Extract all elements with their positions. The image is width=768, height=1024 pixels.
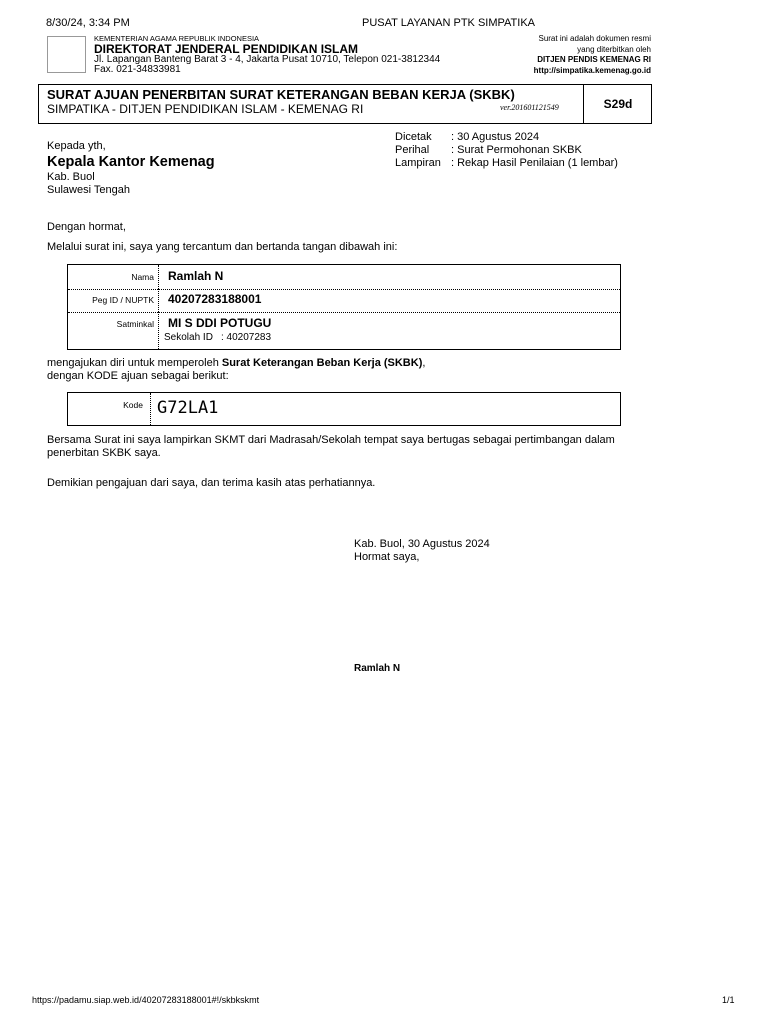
official-line-1: Surat ini adalah dokumen resmi [538, 34, 651, 43]
official-notice [431, 34, 651, 76]
meta-row [395, 144, 618, 157]
meta-value: : Surat Permohonan SKBK [451, 144, 582, 156]
footer-url: https://padamu.siap.web.id/40207283188001#!/skbkskmt [32, 995, 260, 1005]
official-issuer: DITJEN PENDIS KEMENAG RI [537, 55, 651, 64]
print-datetime: 8/30/24, 3:34 PM [46, 17, 130, 29]
logo-placeholder [47, 36, 86, 73]
closing-paragraph: Demikian pengajuan dari saya, dan terima kasih atas perhatiannya. [47, 477, 376, 489]
id-value: 40207283188001 [168, 292, 262, 306]
column-divider [158, 265, 160, 289]
request-line-2: dengan KODE ajuan sebagai berikut: [47, 370, 229, 382]
school-id-label: Sekolah ID [164, 332, 213, 343]
column-divider [158, 312, 160, 349]
school-label: Satminkal [116, 319, 154, 329]
identity-row-school [68, 312, 620, 349]
document-subtitle: SIMPATIKA - DITJEN PENDIDIKAN ISLAM - KEMENAG RI [47, 102, 364, 116]
print-title: PUSAT LAYANAN PTK SIMPATIKA [362, 17, 535, 29]
office-address: Jl. Lapangan Banteng Barat 3 - 4, Jakarta Pusat 10710, Telepon 021-3812344 [94, 54, 441, 65]
office-fax: Fax. 021-34833981 [94, 64, 181, 75]
request-suffix: , [422, 357, 426, 369]
official-url: http://simpatika.kemenag.go.id [533, 65, 651, 75]
attachment-line-1: Bersama Surat ini saya lampirkan SKMT dari Madrasah/Sekolah tempat saya bertugas sebagai pertimbangan dalam [47, 434, 615, 446]
meta-value: : 30 Agustus 2024 [451, 131, 540, 143]
addressee-greeting: Kepada yth, [47, 140, 106, 152]
directorate-name: DIREKTORAT JENDERAL PENDIDIKAN ISLAM [94, 42, 359, 56]
identity-row-id [68, 289, 620, 312]
meta-key: Lampiran [395, 157, 441, 169]
name-label: Nama [131, 272, 154, 282]
addressee-block [47, 140, 215, 197]
request-prefix: mengajukan diri untuk memperoleh [47, 357, 222, 369]
identity-box [67, 264, 621, 350]
footer-page-number: 1/1 [722, 995, 735, 1005]
salutation: Dengan hormat, [47, 221, 126, 233]
request-bold: Surat Keterangan Beban Kerja (SKBK) [221, 357, 423, 369]
meta-value: : Rekap Hasil Penilaian (1 lembar) [451, 157, 618, 169]
addressee-province: Sulawesi Tengah [47, 184, 130, 196]
meta-row [395, 131, 618, 144]
addressee-regency: Kab. Buol [47, 171, 95, 183]
name-value: Ramlah N [168, 269, 224, 283]
document-title-box [38, 84, 652, 124]
school-value: MI S DDI POTUGU [168, 316, 272, 330]
signature-regards: Hormat saya, [354, 551, 420, 563]
signature-place-date: Kab. Buol, 30 Agustus 2024 [354, 538, 490, 550]
document-title: SURAT AJUAN PENERBITAN SURAT KETERANGAN BEBAN KERJA (SKBK) [47, 87, 515, 102]
column-divider [150, 393, 151, 425]
meta-key: Perihal [395, 144, 430, 156]
attachment-line-2: penerbitan SKBK saya. [47, 447, 161, 459]
signature-name: Ramlah N [354, 663, 401, 674]
official-line-2: yang diterbitkan oleh [577, 44, 651, 54]
id-label: Peg ID / NUPTK [92, 295, 154, 305]
school-id-value: : 40207283 [221, 332, 272, 343]
letter-meta [395, 131, 618, 170]
intro-paragraph: Melalui surat ini, saya yang tercantum dan bertanda tangan dibawah ini: [47, 241, 398, 253]
kode-value: G72LA1 [157, 398, 219, 418]
addressee-name: Kepala Kantor Kemenag [47, 154, 215, 170]
meta-key: Dicetak [395, 131, 432, 143]
ministry-name: KEMENTERIAN AGAMA REPUBLIK INDONESIA [94, 34, 260, 43]
document-code: S29d [583, 85, 652, 123]
document-version: ver.201601121549 [500, 103, 559, 112]
identity-row-name [68, 265, 620, 289]
kode-box [67, 392, 621, 426]
column-divider [158, 289, 160, 312]
meta-row [395, 157, 618, 170]
kode-label: Kode [123, 400, 143, 410]
request-paragraph [47, 357, 425, 369]
